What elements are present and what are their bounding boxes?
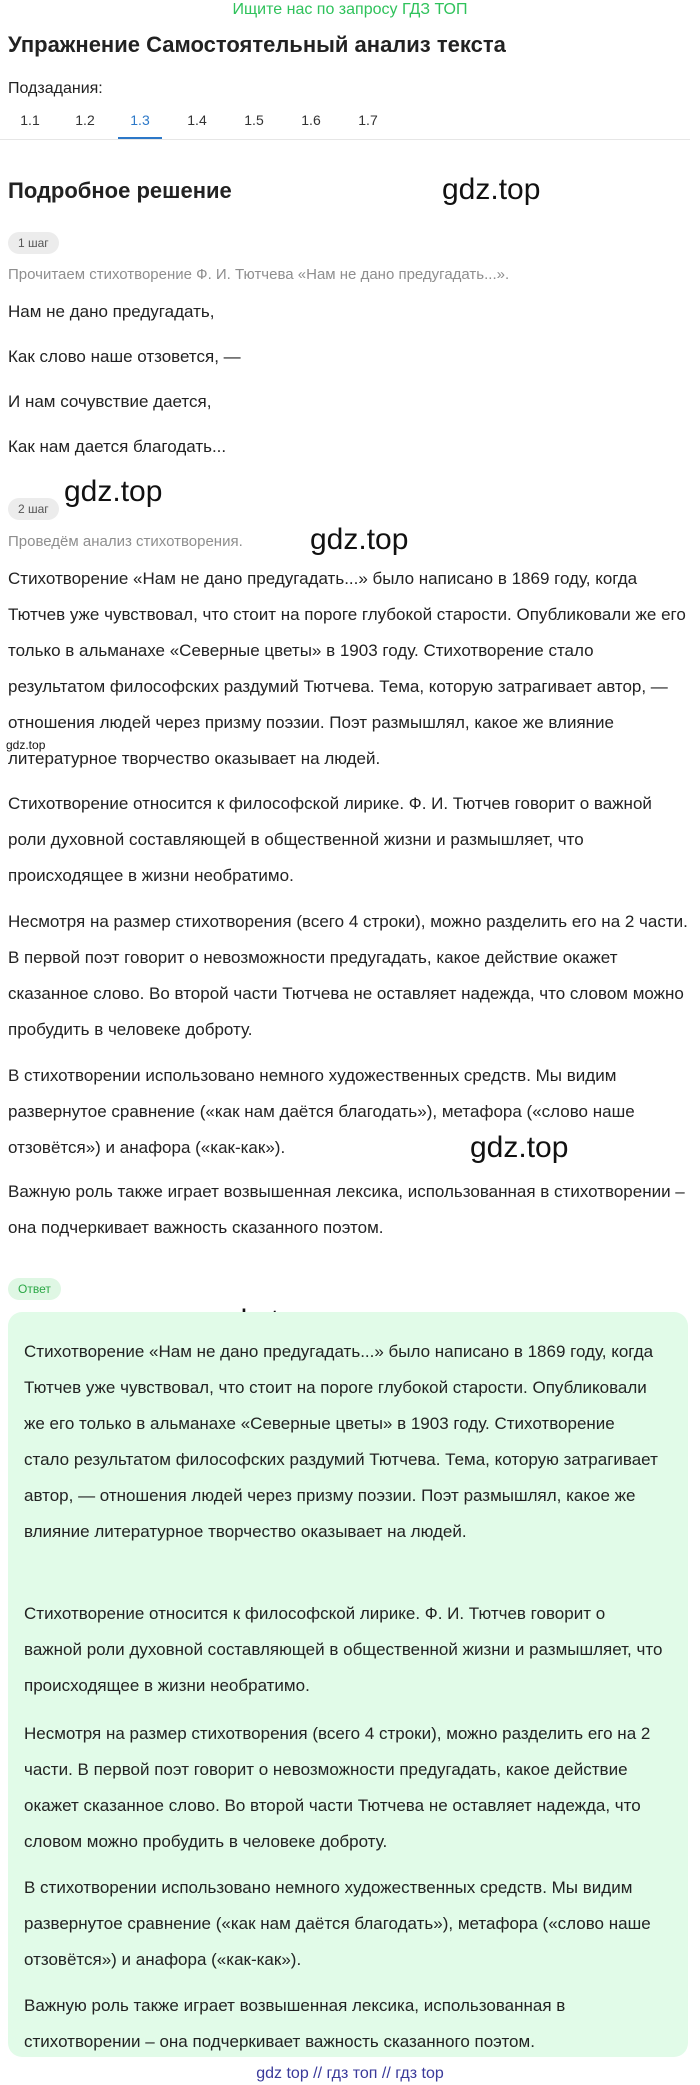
answer-badge: Ответ [8, 1278, 61, 1300]
subtasks-label: Подзадания: [8, 80, 103, 97]
poem-line: Как нам дается благодать... [8, 437, 227, 456]
answer-paragraph: Несмотря на размер стихотворения (всего 4 строки), можно разделить его на 2 части. В первой поэт говорит о невозможности предугадать, какое действие окажет сказанное слово. Во второй части Тютчева не оставляет надежда, что словом можно пробудить в человеке доброту. [24, 1724, 651, 1851]
solution-title: Подробное решение [8, 178, 232, 203]
answer-paragraph: Важную роль также играет возвышенная лексика, использованная в стихотворении – она подчеркивает важность сказанного поэтом. [24, 1996, 566, 2051]
analysis-paragraph: Несмотря на размер стихотворения (всего 4 строки), можно разделить его на 2 части. В первой поэт говорит о невозможности предугадать, какое действие окажет сказанное слово. Во второй части Тютчева не оставляет надежда, что словом можно пробудить в человеке доброту. [8, 912, 688, 1039]
poem-line: И нам сочувствие дается, [8, 392, 212, 411]
analysis-paragraph: Стихотворение «Нам не дано предугадать...» было написано в 1869 году, когда Тютчев уже чувствовал, что стоит на пороге глубокой старости. Опубликовали же его только в альманахе «Северные цветы» в 1903 году. Стихотворение стало результатом философских раздумий Тютчева. Тема, которую затрагивает автор, — отношения людей через призму поэзии. Поэт размышлял, какое же влияние литературное творчество оказывает на людей. [8, 569, 686, 768]
analysis-paragraph: В стихотворении использовано немного художественных средств. Мы видим развернутое сравнение («как нам даётся благодать»), метафора («слово наше отзовётся») и анафора («как-как»). [8, 1066, 635, 1157]
analysis-paragraph: Стихотворение относится к философской лирике. Ф. И. Тютчев говорит о важной роли духовной составляющей в общественной жизни и размышляет, что происходящее в жизни необратимо. [8, 794, 652, 885]
analysis-paragraph: Важную роль также играет возвышенная лексика, использованная в стихотворении – она подчеркивает важность сказанного поэтом. [8, 1182, 685, 1237]
tab-1-2[interactable]: 1.2 [75, 112, 95, 128]
tab-1-1[interactable]: 1.1 [20, 112, 40, 128]
tab-1-5[interactable]: 1.5 [244, 112, 264, 128]
answer-paragraph: Стихотворение относится к философской лирике. Ф. И. Тютчев говорит о важной роли духовной составляющей в общественной жизни и размышляет, что происходящее в жизни необратимо. [24, 1604, 663, 1695]
watermark: gdz.top [64, 475, 163, 508]
watermark: gdz.top [310, 523, 409, 556]
answer-paragraph: В стихотворении использовано немного художественных средств. Мы видим развернутое сравнение («как нам даётся благодать»), метафора («слово наше отзовётся») и анафора («как-как»). [24, 1878, 651, 1969]
watermark: gdz.top [470, 1131, 569, 1164]
tab-1-3[interactable]: 1.3 [118, 104, 162, 139]
tab-1-6[interactable]: 1.6 [301, 112, 321, 128]
step-1-description: Прочитаем стихотворение Ф. И. Тютчева «Нам не дано предугадать...». [8, 266, 510, 283]
tab-1-4[interactable]: 1.4 [187, 112, 207, 128]
exercise-title: Упражнение Самостоятельный анализ текста [8, 32, 506, 57]
top-banner[interactable]: Ищите нас по запросу ГДЗ ТОП [232, 1, 468, 18]
footer-links [0, 2064, 700, 2084]
step-1-badge: 1 шаг [8, 232, 59, 254]
footer-separator: // [313, 2065, 323, 2082]
poem-line: Как слово наше отзовется, — [8, 347, 241, 366]
poem-line: Нам не дано предугадать, [8, 302, 215, 321]
footer-link[interactable]: gdz top [256, 2065, 309, 2082]
footer-link[interactable]: гдз top [395, 2065, 444, 2082]
footer-separator: // [381, 2065, 391, 2082]
footer-link[interactable]: гдз топ [326, 2065, 378, 2082]
tab-1-7[interactable]: 1.7 [358, 112, 378, 128]
subtask-tabs [0, 104, 690, 140]
step-2-description: Проведём анализ стихотворения. [8, 533, 243, 550]
watermark: gdz.top [6, 738, 46, 752]
answer-paragraph: Стихотворение «Нам не дано предугадать...» было написано в 1869 году, когда Тютчев уже чувствовал, что стоит на пороге глубокой старости. Опубликовали же его только в альманахе «Северные цветы» в 1903 году. Стихотворение стало результатом философских раздумий Тютчева. Тема, которую затрагивает автор, — отношения людей через призму поэзии. Поэт размышлял, какое же влияние литературное творчество оказывает на людей. [24, 1342, 658, 1541]
step-2-badge: 2 шаг [8, 498, 59, 520]
watermark: gdz.top [442, 173, 541, 206]
